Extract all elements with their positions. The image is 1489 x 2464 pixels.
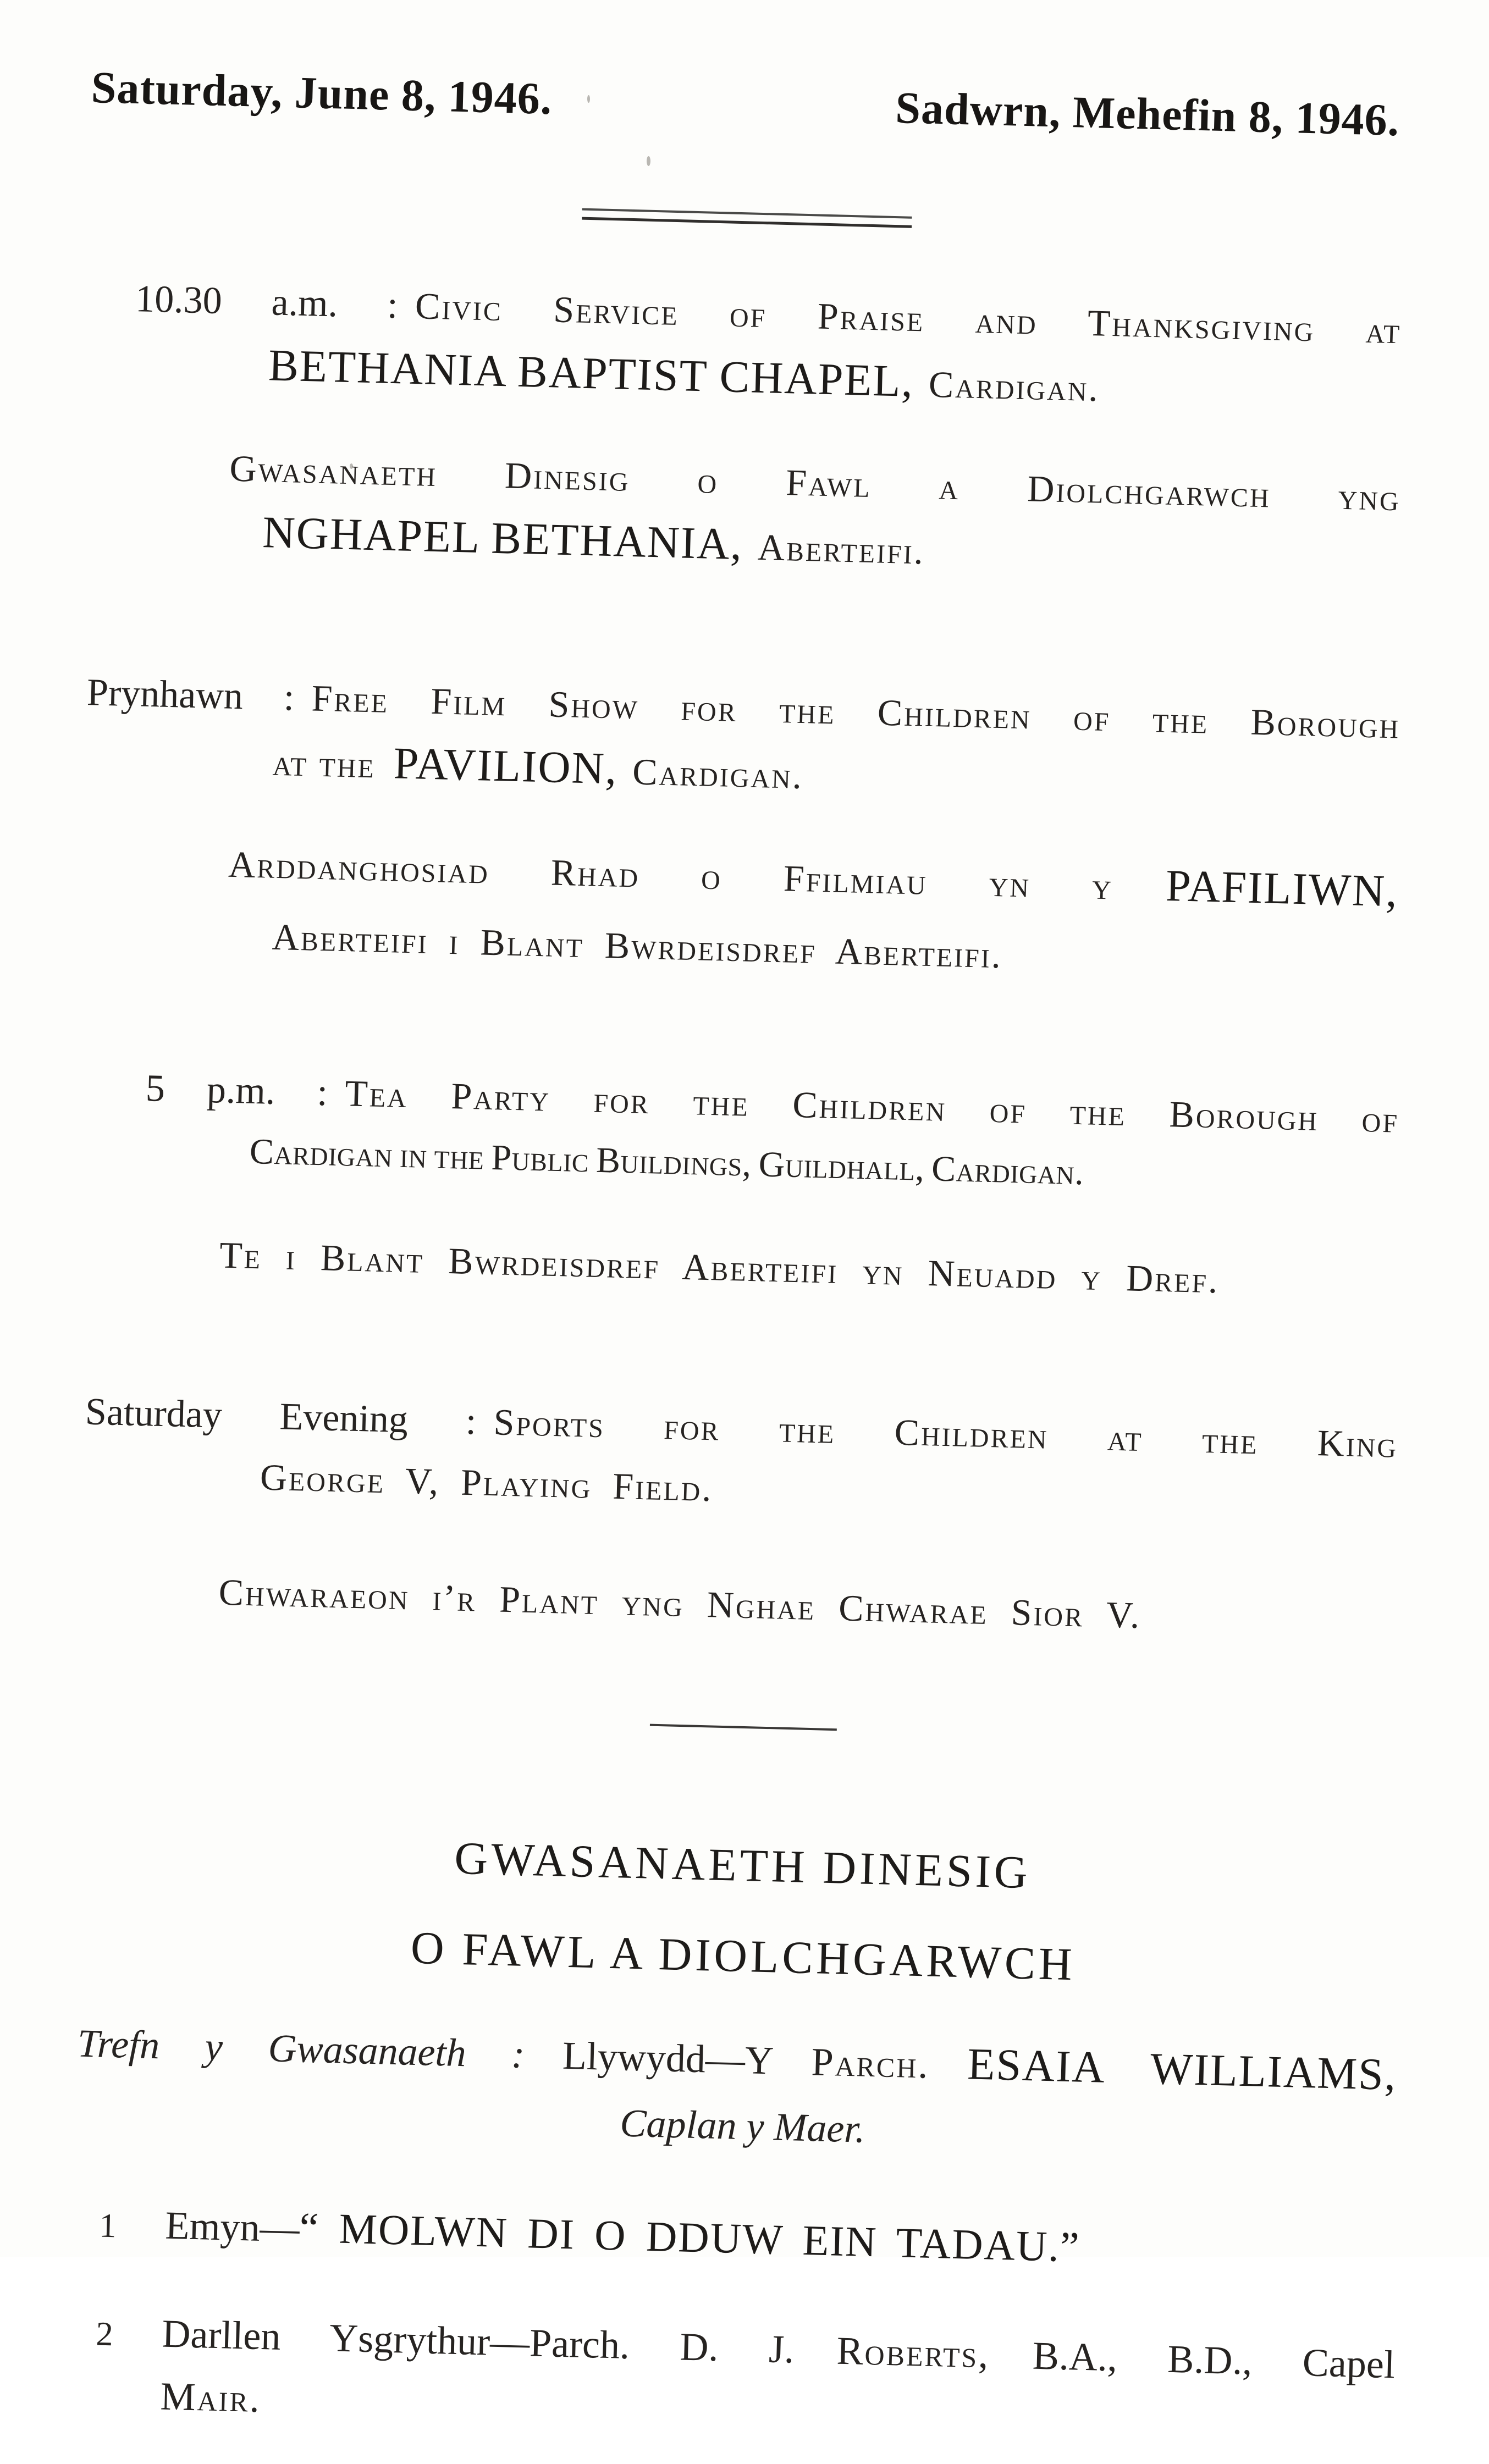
morning-english-line2: BETHANIA BAPTIST CHAPEL, Cardigan.	[268, 340, 1100, 410]
afternoon-time-label: Prynhawn :	[86, 671, 295, 719]
section-tea-party	[61, 1060, 1400, 1319]
morning-time-label: 10.30 a.m. :	[135, 278, 399, 327]
reader-name-sc: Roberts,	[836, 2328, 991, 2377]
afternoon-welsh-line2: Aberteifi i Blant Bwrdeisdref Aberteifi.	[272, 915, 1003, 976]
service-heading-line1: GWASANAETH DINESIG	[454, 1832, 1032, 1899]
chaplain-name-caps: ESAIA WILLIAMS,	[967, 2038, 1398, 2100]
venue-name-caps: PAVILION,	[393, 738, 619, 794]
section-divider-rule	[650, 1724, 837, 1731]
venue-name-caps: NGHAPEL BETHANIA,	[262, 507, 744, 570]
tea-welsh-line1: Te i Blant Bwrdeisdref Aberteifi yn Neuadd y Dref.	[219, 1234, 1220, 1301]
tea-english-line2: Cardigan in the Public Buildings, Guildhall, Cardigan.	[249, 1131, 1085, 1193]
morning-welsh-line2: NGHAPEL BETHANIA, Aberteifi.	[262, 507, 925, 572]
afternoon-english-line1: Prynhawn : Free Film Show for the Children of the Borough	[86, 671, 1401, 747]
double-rule-divider	[582, 208, 912, 228]
hymn-title-caps: “ MOLWN DI O DDUW EIN TADAU.”	[299, 2203, 1081, 2271]
morning-welsh-line1: Gwasanaeth Dinesig o Fawl a Diolchgarwch yng	[229, 447, 1401, 519]
evening-english-line2: George V, Playing Field.	[260, 1456, 714, 1510]
morning-english-line1: 10.30 a.m. : Civic Service of Praise and Thanksgiving at	[135, 278, 1402, 352]
order-of-service-intro: Trefn y Gwasanaeth : Llywydd—Y Parch. ESAIA WILLIAMS,	[76, 2021, 1398, 2100]
item-2-line2: Mair.	[159, 2374, 262, 2421]
item-number: 1	[98, 2207, 117, 2245]
item-2-line1: Darllen Ysgrythur—Parch. D. J. Roberts, B.A., B.D., Capel	[161, 2311, 1396, 2387]
tea-time-label: 5 p.m. :	[145, 1067, 328, 1114]
chaplain-role-line: Caplan y Maer.	[619, 2101, 866, 2151]
date-welsh: Sadwrn, Mehefin 8, 1946.	[895, 82, 1400, 146]
date-header	[91, 62, 1400, 146]
venue-name-caps: BETHANIA BAPTIST CHAPEL,	[268, 340, 915, 406]
afternoon-english-line2: at the PAVILION, Cardigan.	[272, 738, 804, 797]
afternoon-welsh-line1: Arddanghosiad Rhad o Ffilmiau yn y PAFILIWN,	[228, 843, 1399, 916]
tea-english-line1: 5 p.m. : Tea Party for the Children of the Borough of	[145, 1067, 1400, 1141]
section-evening-sports	[52, 1385, 1399, 1656]
venue-name-caps: PAFILIWN,	[1165, 860, 1399, 916]
order-label-italic: Trefn y Gwasanaeth :	[76, 2021, 526, 2077]
section-afternoon-film-show	[69, 667, 1401, 1001]
service-item-2	[32, 2305, 1396, 2463]
page-content	[32, 0, 1402, 2463]
evening-time-label: Saturday Evening :	[85, 1390, 477, 1443]
item-label: Emyn—	[164, 2203, 300, 2251]
evening-welsh-line1: Chwaraeon i’r Plant yng Nghae Chwarae Sior V.	[218, 1571, 1142, 1637]
date-english: Saturday, June 8, 1946.	[90, 62, 553, 124]
service-heading-line2: O FAWL A DIOLCHGARWCH	[410, 1922, 1076, 1991]
evening-english-line1: Saturday Evening : Sports for the Children at the King	[85, 1390, 1399, 1466]
section-morning-service	[79, 272, 1402, 601]
item-number: 2	[95, 2315, 114, 2353]
service-item-1	[36, 2194, 1346, 2294]
